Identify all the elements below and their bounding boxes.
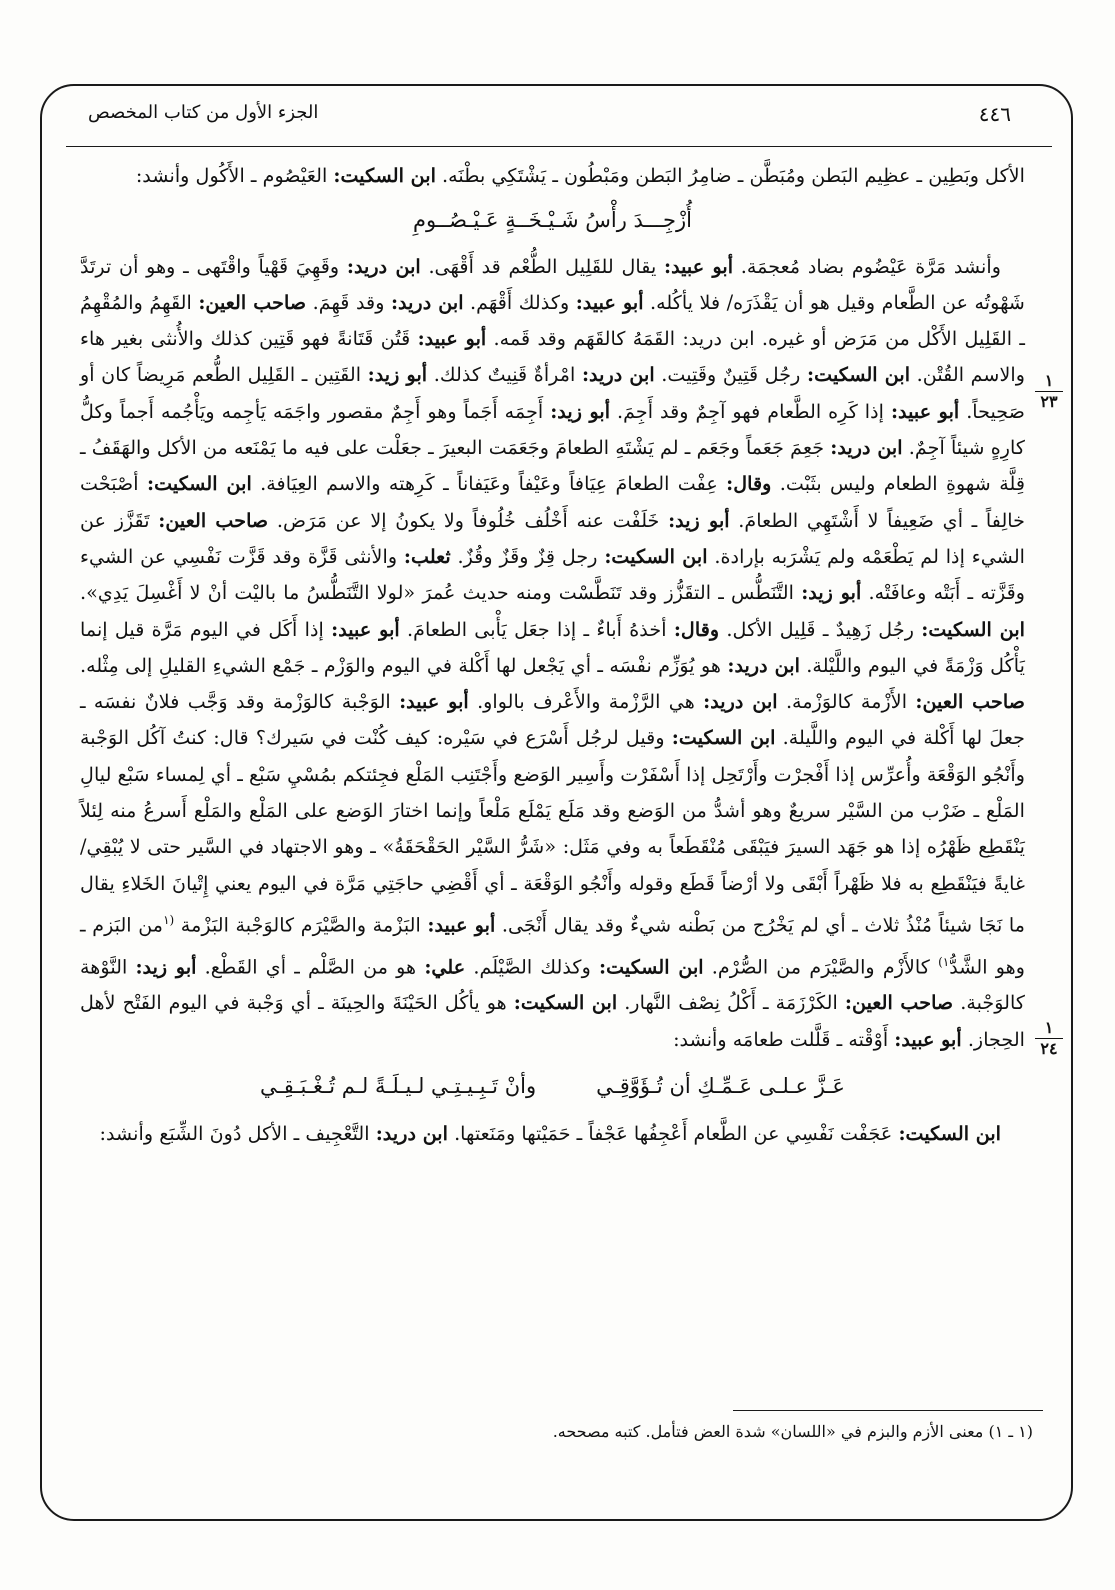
source-citation: أبو عبيد: xyxy=(575,290,644,314)
text-run: وأنشد مَرَّة عَيْضُوم بضاد مُعجمَة. xyxy=(733,254,1001,278)
text-run: وقد قَهِمَ. xyxy=(306,290,391,314)
body-text xyxy=(80,158,1025,1153)
source-citation: علي: xyxy=(424,955,466,979)
source-citation: ابن السكيت: xyxy=(671,726,776,750)
source-citation: أبو عبيد: xyxy=(417,327,487,351)
text-run: امْرأةٌ قَنِيتٌ كذلك. xyxy=(427,363,582,387)
source-citation: أبو عبيد: xyxy=(890,399,960,423)
text-run: التَّنَطُّس ـ التقَزُّز وقد تَنَطَّسْت ومنه حديث عُمرَ «لولا التَّنَطُّسُ ما باليْت أنْ لا أَغْسِلَ يَدِي». xyxy=(80,581,802,605)
text-run: النَّوْهة كالوَجْبة. xyxy=(80,955,1025,1015)
text-run: من البَزم ـ وهو الشَّدُّ xyxy=(80,913,1026,979)
text-run: الكَرْزَمَة ـ أَكْلُ نِصْف النَّهار. xyxy=(617,991,845,1015)
source-citation: ابن دريد: xyxy=(346,254,421,278)
paragraph xyxy=(80,158,1025,194)
text-run: أَوْقْته ـ قَلَّلت طعامَه وأنشد: xyxy=(673,1027,895,1051)
page-number: ٤٤٦ xyxy=(978,102,1011,126)
source-citation: أبو زيد: xyxy=(801,581,862,605)
margin-marker xyxy=(1035,373,1063,410)
source-citation: ابن السكيت: xyxy=(921,617,1025,641)
text-run: أَجِمَه أَجَماً وهو أَجِمٌ مقصور واجَمَه يَأجِمه ويَأْجُمه أَجماً وكلُّ كارِهٍ شيئاً آجِمٌ. xyxy=(80,399,1025,460)
source-citation: ابن السكيت: xyxy=(807,363,911,387)
text-run: البَزْمة والصَّيْرَم كالوَجْبة البَزْمة xyxy=(174,913,428,937)
source-citation: صاحب العين: xyxy=(158,508,269,532)
text-run: القَهِمُ والمُقْهِمُ ـ القَلِيل الأَكْل من مَرَض أو غيره. ابن دريد: القَمَهُ كالقَهَم وقد قَمه. xyxy=(80,290,1025,351)
text-run: خَلَفْت عنه أَخْلُف خُلُوفاً ولا يكونُ إلا عن مَرَض. xyxy=(268,508,669,532)
margin-marker-bottom: ٢٣ xyxy=(1040,392,1058,411)
text-run: العَيْصُوم ـ الأَكُول وأنشد: xyxy=(135,164,334,187)
source-citation: وقال: xyxy=(726,472,772,496)
text-run: يقال للقَلِيل الطُّعْم قد أَقْهَى. xyxy=(420,254,664,278)
source-citation: أبو عبيد: xyxy=(894,1027,962,1051)
text-run: وكذلك أَقْهَم. xyxy=(463,290,576,314)
text-run: عِفْت الطعامَ عِيَافاً وعَيْفاً وعَيَفاناً ـ كَرِهته والاسم العِيَافة. xyxy=(251,472,727,496)
source-citation: ابن السكيت: xyxy=(599,955,704,979)
text-run: رجل قِزٌ وقَزٌ وقُزٌ. xyxy=(450,544,605,568)
footnote: (١ ـ ١) معنى الأزم والبزم في «اللسان» شدة العض فتأمل. كتبه مصححه. xyxy=(552,1422,1033,1441)
footnote-divider xyxy=(733,1410,1043,1411)
text-run: الأَزْمة كالوَزْمة. xyxy=(777,690,916,714)
source-citation: ابن السكيت: xyxy=(898,1122,1001,1146)
source-citation: ابن دريد: xyxy=(830,436,903,460)
text-run: الوَجْبة كالوَزْمة وقد وَجَّب فلانٌ نفسَه ـ جعلَ لها أَكْلة في اليوم واللَّيلة. xyxy=(80,690,1025,750)
text-run: إذا كَرِه الطَّعام فهو آجِمٌ وقد أَجِمَ. xyxy=(610,399,891,423)
text-run: التَّعْجِيف ـ الأكل دُونَ الشِّبَع وأنشد: xyxy=(99,1122,376,1146)
source-citation: أبو زيد: xyxy=(367,363,428,387)
source-citation: ابن دريد: xyxy=(375,1122,448,1146)
source-citation: ابن دريد: xyxy=(581,363,655,387)
text-run: قَتُن قَتَانةً فهو قَتِين كذلك والأُنثى بغير هاء والاسم القُتْن. xyxy=(80,327,1026,387)
source-citation: أبو زيد: xyxy=(550,399,611,423)
margin-marker-top: ١ xyxy=(1044,371,1054,390)
running-title: الجزء الأول من كتاب المخصص xyxy=(88,102,319,123)
source-citation: ابن دريد: xyxy=(727,653,800,677)
paragraph xyxy=(80,1116,1025,1152)
verse-hemistich: عَـزَّ عـلـى عَـمِّـكِ أن تُـؤَوَّقِـي xyxy=(596,1073,845,1098)
source-citation: أبو عبيد: xyxy=(427,913,496,937)
text-run: جَعِمَ جَعَماً وجَعَم ـ لم يَشْتَهِ الطعامَ وجَعَمَت البعيرَ ـ جعَلْت على فيه ما يَمْنَعه من الأكل والهَقَفُ ـ قِلَّة شهوةِ الطعام وليس بثَبْت. xyxy=(80,436,1026,496)
verse-couplet xyxy=(80,1068,1025,1104)
margin-marker-bottom: ٢٤ xyxy=(1040,1039,1058,1058)
source-citation: صاحب العين: xyxy=(198,290,307,314)
text-run: عَجَفْت نَفْسِي عن الطَّعام أَعْجِفُها عَجْفاً ـ حَمَيْتها ومَنَعتها. xyxy=(447,1122,899,1146)
page-header xyxy=(40,84,1073,146)
source-citation: ابن السكيت: xyxy=(604,544,708,568)
source-citation: أبو عبيد: xyxy=(399,690,469,714)
text-run: القَتِين ـ القَلِيل الطُّعم مَرِيضاً كان أو صَحِيحاً. xyxy=(80,363,1025,423)
footnote-ref: ١) xyxy=(938,954,950,969)
source-citation: ثعلب: xyxy=(403,544,451,568)
text-run: وقَهِيَ قَهْياً واقْتَهى ـ وهو أن ترتَدَّ شَهْوتُه عن الطَّعام وقيل هو أن يَقْذَرَه/ فلا يأكُله. xyxy=(80,254,1025,314)
text-run: وقيل لرجُل أَسْرَع في سَيْره: كيف كُنْت في سَيرك؟ قال: كنتُ آكُل الوَجْبة وأَنْجُو الوَقْعَة وأُعرِّس إذا أَفْجرْت وأَرْتَحِل إذا أَسْفَرْت وأَسِير الوَضع وأَجْتَنِب المَلْع فجِئتكم بمُسْيِ سَبْع ـ أي لِمساء سَبْع ليالِ المَلْع ـ ضَرْب من السَّيْر سريعٌ وهو أشدُّ من الوَضع وقد مَلَع يَمْلَع مَلْعاً وإنما اختارَ الوَضع على المَلْع والمَلْع أَسرعُ منه لِئلاً يَنْقَطِع ظَهْرُه إذا هو جَهَد السيرَ فيَبْقَى مُنْقَطَعاً به وفي مَثَل: «شَرُّ السَّيْر الحَقْحَقَةُ» ـ وهو الاجتهاد في السَّير حتى لا يُبْقِي/ غايةً فيَنْقَطِع به فلا ظَهْراً أَبْقَى ولا أرْضاً قَطَع وقوله وأَنْجُو الوَقْعَة ـ أي أَقْضِي حاجَتِي مَرَّة في اليوم يعني إِتْيانَ الخَلاءِ يقال ما نَجَا شيئاً مُنْذُ ثلاث ـ أي لم يَخْرُج من بَطْنه شيءٌ وقد يقال أَنْجَى. xyxy=(80,726,1025,937)
margin-marker xyxy=(1035,1020,1063,1057)
text-run: الأكل وبَطِين ـ عظِيم البَطن ومُبَطَّن ـ ضامِرُ البَطن ومَبْطُون ـ يَشْتَكِي بطْنَه. xyxy=(435,164,1025,187)
source-citation: صاحب العين: xyxy=(844,991,954,1015)
text-run: كالأَزْم والصَّيْرَم من الصُّرْم. xyxy=(703,955,939,979)
text-run: رجُل قَتِينٌ وقَتِيت. xyxy=(654,363,808,387)
text-run: أخذهُ أَباءٌ ـ إذا جعَل يَأْبى الطعامَ. xyxy=(399,617,674,641)
text-run: تَقَزَّز عن الشيء إذا لم يَطْعَمْه ولم يَشْرَبه بإرادة. xyxy=(80,508,1026,568)
source-citation: ابن السكيت: xyxy=(147,472,252,496)
source-citation: ابن السكيت: xyxy=(513,991,618,1015)
footnote-ref: (١ xyxy=(163,912,175,927)
source-citation: ابن دريد: xyxy=(390,290,464,314)
source-citation: أبو عبيد: xyxy=(663,254,734,278)
paragraph xyxy=(80,249,1025,1058)
source-citation: أبو عبيد: xyxy=(331,617,400,641)
text-run: هو من الصَّلْم ـ أي القَطْع. xyxy=(196,955,425,979)
text-run: أصْبَحْت خالِفاً ـ أي ضَعِيفاً لا أَشْتَهِي الطعامَ. xyxy=(80,472,1026,532)
text-run: هي الرَّزْمة والأَعْرف بالواو. xyxy=(468,690,704,714)
source-citation: ابن دريد: xyxy=(703,690,778,714)
source-citation: ابن السكيت: xyxy=(333,164,436,187)
verse: أُزْجِـــدَ رأْسُ شَـيْـخَــةٍ عَـيْـصُــومِ xyxy=(413,208,692,233)
header-divider xyxy=(66,146,1052,147)
source-citation: صاحب العين: xyxy=(915,690,1026,714)
source-citation: أبو زيد: xyxy=(135,955,197,979)
text-run: إذا أَكَل في اليوم مَرَّة قيل إنما يَأْكُل وَزْمَةً في اليوم واللَّيْلة. xyxy=(80,617,1025,677)
source-citation: أبو زيد: xyxy=(668,508,730,532)
text-run: والأنثى قَزَّة وقد قَزَّت نَفْسِي عن الشيء وقَزَّته ـ أَبَتْه وعافَتْه. xyxy=(80,544,1026,605)
text-run: هو يُوَزِّم نفْسَه ـ أي يَجْعل لها أَكْلة في اليوم والوَزْم ـ جَمْع الشيءِ القليلِ إلى مِثْله. xyxy=(80,653,728,677)
text-run: وكذلك الصَّيْلَم. xyxy=(465,955,599,979)
source-citation: وقال: xyxy=(673,617,720,641)
text-run: رجُل زَهِيدٌ ـ قَلِيل الأكل. xyxy=(719,617,922,641)
margin-marker-top: ١ xyxy=(1044,1018,1054,1037)
verse-hemistich: وأنْ تَـبِـيـتِـي لـيـلَـةً لـم تُـغْـبَـقِـي xyxy=(260,1073,537,1098)
text-run: هو يأكُل الحَيْنَةَ والحِينَة ـ أي وَجْبة في اليوم الفَتْح لأهل الحِجاز. xyxy=(80,991,1025,1051)
